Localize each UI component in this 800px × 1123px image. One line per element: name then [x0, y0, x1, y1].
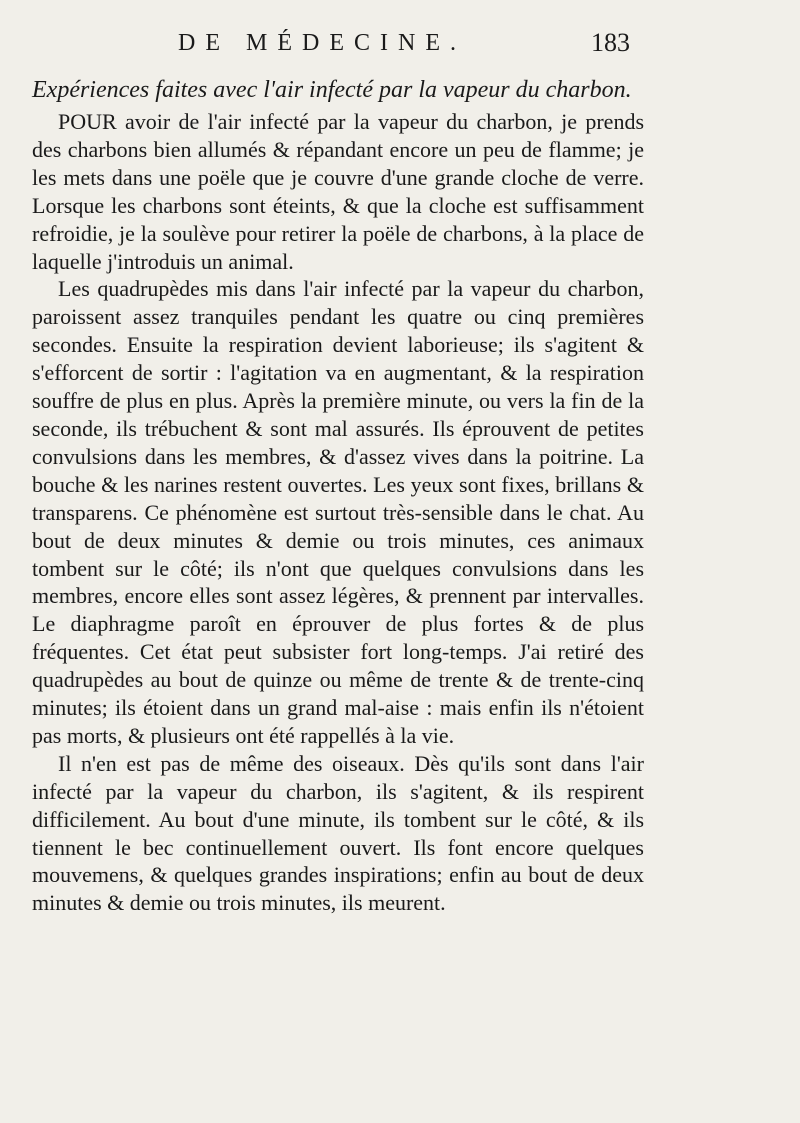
paragraph-2: Les quadrupèdes mis dans l'air infecté par la vapeur du charbon, paroissent assez tranquiles pendant les quatre ou cinq premières secondes. Ensuite la respiration devient laborieuse; ils s'agitent & s'efforcent de sortir : l'agitation va en augmentant, & la respiration souffre de plus en plus. Après la première minute, ou vers la fin de la seconde, ils trébuchent & sont mal assurés. Ils éprouvent de petites convulsions dans les membres, & d'assez vives dans la poitrine. La bouche & les narines restent ouvertes. Les yeux sont fixes, brillans & transparens. Ce phénomène est surtout très-sensible dans le chat. Au bout de deux minutes & demie ou trois minutes, ces animaux tombent sur le côté; ils n'ont que quelques convulsions dans les membres, encore elles sont assez légères, & prennent par intervalles. Le diaphragme paroît en éprouver de plus fortes & de plus fréquentes. Cet état peut subsister fort long-temps. J'ai retiré des quadrupèdes au bout de quinze ou même de trente & de trente-cinq minutes; ils étoient dans un grand mal-aise : mais enfin ils n'étoient pas morts, & plusieurs ont été rappellés à la vie.: [32, 276, 644, 748]
page-number: 183: [591, 28, 630, 57]
paragraph-1: POUR avoir de l'air infecté par la vapeur du charbon, je prends des charbons bien allumés & répandant encore un peu de flamme; je les mets dans une poële que je couvre d'une grande cloche de verre. Lorsque les charbons sont éteints, & que la cloche est suffisamment refroidie, je la soulève pour retirer la poële de charbons, à la place de laquelle j'introduis un animal.: [32, 109, 644, 274]
paragraph-3: Il n'en est pas de même des oiseaux. Dès qu'ils sont dans l'air infecté par la vapeur du charbon, ils s'agitent, & ils respirent difficilement. Au bout d'une minute, ils tombent sur le côté, & ils tiennent le bec continuellement ouvert. Ils font encore quelques mouvemens, & quelques grandes inspirations; enfin au bout de deux minutes & demie ou trois minutes, ils meurent.: [32, 750, 644, 916]
section-heading: Expériences faites avec l'air infecté par la vapeur du charbon.: [32, 77, 632, 103]
running-head-title: DE MÉDECINE.: [178, 30, 466, 56]
running-head: [0, 26, 800, 60]
body-text: [32, 108, 644, 917]
